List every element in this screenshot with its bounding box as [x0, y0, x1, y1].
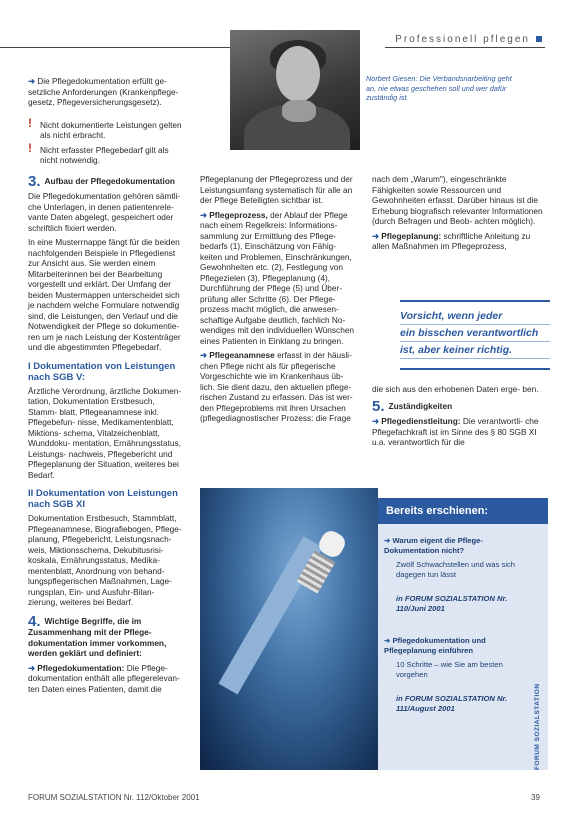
pull-quote-line: ist, aber keiner richtig.: [400, 342, 550, 359]
box-item-subtitle: Zwölf Schwachstellen und was sich dagegen tun lässt: [396, 560, 516, 579]
paragraph: Die Pflegedokumentation gehören sämtli- che Unterlagen, in denen patientenrele- vante Daten abgelegt, gespeichert oder schriftlich fixiert werden.: [28, 191, 181, 233]
paragraph: ➜ Die Pflegedokumentation erfüllt ge- setzliche Anforderungen (Krankenpflege- gesetz, Pflegeversicherungsgesetz).: [28, 76, 179, 107]
warning-item: ! Nicht dokumentierte Leistungen gelten als nicht erbracht.: [28, 120, 184, 141]
box-item-source: in FORUM SOZIALSTATION Nr. 111/August 2001: [396, 694, 508, 713]
header-rule: [0, 47, 235, 48]
vertical-label: FORUM SOZIALSTATION: [534, 683, 541, 770]
box-item-subtitle: 10 Schritte – wie Sie am besten vorgehen: [396, 660, 503, 679]
paragraph: ➜ Pflegedienstleitung: Die verantwortli- che Pflegefachkraft ist im Sinne des § 80 SGB XI u.a. verantwortlich für die: [372, 416, 539, 447]
column-1: [28, 76, 184, 698]
portrait-photo: [230, 30, 360, 150]
paragraph: Dokumentation Erstbesuch, Stammblatt, Pflegeanamnese, Biografiebogen, Pflege- planung, Pflegebericht, Leistungsnach- weis, Miktionsschema, Dekubitusrisi- koskala, Ernährungsstatus, Medika- mentenblatt, Anordnung von behand- lungspflegerischen Maßnahmen, Lage- rungsplan, Ein- und Ausfuhr-Bilan- zierung, weiteres bei Bedarf.: [28, 513, 182, 607]
paragraph: ➜ Pflegeanamnese erfasst in der häusli- chen Pflege nicht als für pflegerische Vorgeschichte wie im Krankenhaus üb- lich. Sie dient dazu, den aktuellen pflege- rischen Zustand zu erfassen. Das ist wer- den Pflegeproblems mit ihren Ursachen (pflegediagnostischer Prozess: die Frage: [200, 350, 353, 423]
box-title: Bereits erschienen:: [378, 498, 548, 524]
paragraph: ➜ Pflegeplanung: schriftliche Anleitung zu allen Maßnahmen im Pflegeprozess,: [372, 230, 531, 251]
warning-item: ! Nicht erfasster Pflegebedarf gilt als nicht notwendig.: [28, 145, 184, 166]
box-item: ➜ Warum eigent die Pflege- Dokumentation nicht?: [384, 536, 483, 555]
paragraph: ➜ Pflegeprozess, der Ablauf der Pflege nach einem Regelkreis: Informations- sammlung zur Ermittlung des Pflege- bedarfs (1), Einschätzung von Fähig- keiten und Problemen, Einschränkungen, Gewohnheiten etc. (2), Festlegung von Pflegezielen (3), Pflegeplanung (4), Durchführung der Pflege (5) und Über- prüfung aller Schritte (6). Der Pflege- prozess macht möglich, die anwesen- schaftige Aufgabe deutlich, fachlich No- wendiges mit den individuellen Wünschen eines Patienten in Einklang zu bringen.: [200, 209, 355, 346]
section-title: Professionell pflegen: [395, 34, 542, 45]
photo-caption: Norbert Giesen: Die Verbandsnarbeiting geht an, nie etwas geschehen soll und wer dafür zuständig ist.: [366, 74, 512, 102]
heading-sgb-v: I Dokumentation von Leistungen nach SGB V:: [28, 360, 176, 383]
paragraph: die sich aus den erhobenen Daten erge- ben.: [372, 384, 539, 394]
header-rule-right: [385, 47, 545, 48]
pull-quote-line: ein bisschen verantwortlich: [400, 325, 550, 342]
paragraph: In eine Musterrnappe fängt für die beiden nachfolgenden Beispiele in Pflegedienst zur Ansicht aus. Sie werden einem Mitarbeiterinnen bei der Bearbeitung vorgestellt und erklärt. Der Umfang der beiden Mustermappen unterscheidet sich je nachdem welche Formulare notwendig sind, die Leistungen, den Verlauf und die Notwendigkeit der Pflege so dokumentie- ren um je nach Leistung der Kostenträger und die abgestimmten Pflegebedarf.: [28, 237, 181, 352]
column-3: [372, 174, 544, 256]
pencil-image: [200, 488, 378, 770]
page-number: 39: [531, 793, 540, 802]
pull-quote-line: Vorsicht, wenn jeder: [400, 308, 550, 325]
paragraph: nach dem „Warum"), eingeschränkte Fähigkeiten sowie Ressourcen und Gewohnheiten erfasst. Darüber hinaus ist die Erhebung biografisch relevanter Informationen (durch Befragen und Beob- achten möglich).: [372, 174, 543, 226]
column-3-lower: [372, 384, 544, 452]
heading-sgb-xi: II Dokumentation von Leistungen nach SGB XI: [28, 488, 178, 510]
box-item-source: in FORUM SOZIALSTATION Nr. 110/Juni 2001: [396, 594, 508, 613]
paragraph: Ärztliche Verordnung, ärztliche Dokumen- tation, Dokumentation Erstbesuch, Stamm- blatt, Pflegeanamnese inkl. Pflegebefun- nisse, Medikamentenblatt, Miktions- schema, Vitalzeichenblatt, Wunddoku- mentation, Ernährungsstatus, Leistungs- nachweis, Pflegebericht und Pflegeplanung der Situation, weiteres bei Bedarf.: [28, 385, 182, 480]
box-content: [384, 536, 534, 714]
heading-4: 4. Wichtige Begriffe, die im Zusammenhang mit der Pflege- dokumentation immer vorkommen, werden geklärt und definiert:: [28, 612, 167, 658]
paragraph: ➜ Pflegedokumentation: Die Pflege- dokumentation enthält alle pflegerelevan- ten Daten eines Patienten, damit die: [28, 662, 180, 694]
heading-5: 5. Zuständigkeiten: [372, 397, 453, 415]
column-2: [200, 174, 360, 428]
heading-3: 3. Aufbau der Pflegedokumentation: [28, 172, 175, 190]
footer-issue: FORUM SOZIALSTATION Nr. 112/Oktober 2001: [28, 793, 200, 802]
paragraph: Pflegeplanung der Pflegeprozess und der Leistungsumfang systematisch für alle an der Pflege Beteiligten sichtbar ist.: [200, 174, 353, 205]
pull-quote: [400, 300, 550, 370]
box-item: ➜ Pflegedokumentation und Pflegeplanung einführen: [384, 636, 486, 655]
